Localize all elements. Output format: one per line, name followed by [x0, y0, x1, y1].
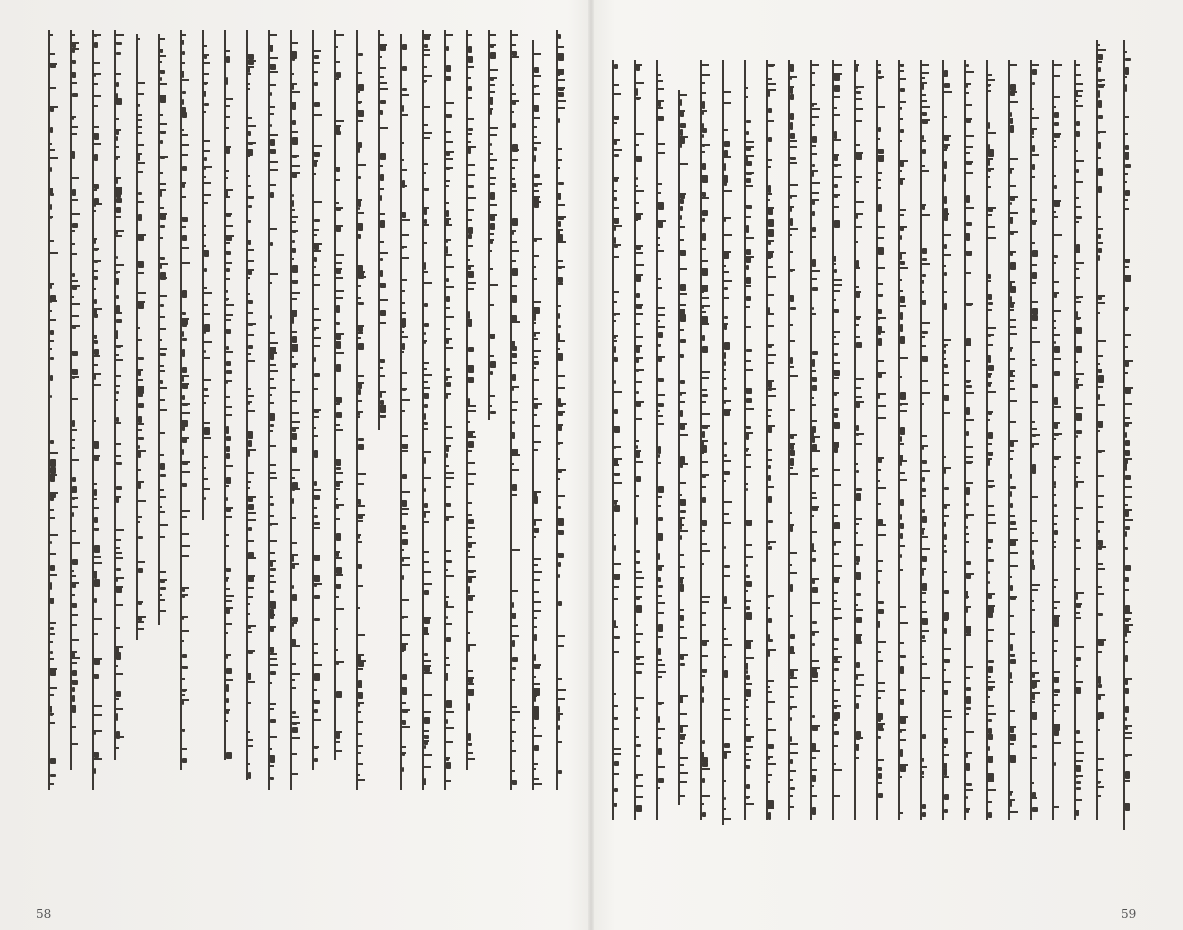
script-column: [612, 60, 614, 820]
left-page: [0, 0, 590, 930]
script-column: [180, 30, 182, 770]
script-column: [744, 60, 746, 820]
script-column: [876, 60, 878, 820]
script-column: [986, 60, 988, 820]
script-column: [898, 60, 900, 820]
script-column: [766, 60, 768, 820]
script-column: [158, 34, 160, 625]
script-column: [1096, 40, 1098, 820]
script-column: [964, 60, 966, 820]
script-column: [224, 30, 226, 760]
script-column: [942, 60, 944, 820]
script-column: [400, 34, 402, 790]
script-column: [92, 30, 94, 790]
script-column: [1052, 60, 1054, 820]
script-column: [268, 30, 270, 790]
script-column: [202, 30, 204, 520]
script-column: [556, 30, 558, 790]
script-column: [678, 90, 680, 805]
script-column: [532, 40, 534, 790]
script-column: [854, 60, 856, 820]
script-column: [700, 60, 702, 820]
script-column: [1123, 40, 1125, 830]
script-column: [810, 60, 812, 820]
script-column: [1074, 60, 1076, 820]
script-column: [788, 60, 790, 820]
script-column: [1008, 60, 1010, 820]
script-column: [1030, 60, 1032, 820]
script-column: [466, 30, 468, 770]
script-column: [510, 30, 512, 790]
script-column: [356, 30, 358, 790]
script-column: [246, 30, 248, 780]
script-column: [832, 60, 834, 820]
page-number-left: 58: [36, 907, 52, 921]
script-column: [634, 60, 636, 820]
script-column: [444, 30, 446, 790]
page-number-right: 59: [1121, 907, 1137, 921]
script-column: [422, 30, 424, 790]
script-column: [290, 30, 292, 790]
script-column: [114, 30, 116, 760]
script-column: [334, 30, 336, 760]
script-column: [48, 30, 50, 790]
right-page: [593, 0, 1183, 930]
script-column: [656, 60, 658, 820]
script-column: [722, 60, 724, 825]
script-column: [488, 30, 490, 420]
script-column: [920, 60, 922, 820]
script-column: [136, 34, 138, 640]
script-column: [312, 30, 314, 770]
script-column: [70, 30, 72, 770]
script-column: [378, 30, 380, 430]
